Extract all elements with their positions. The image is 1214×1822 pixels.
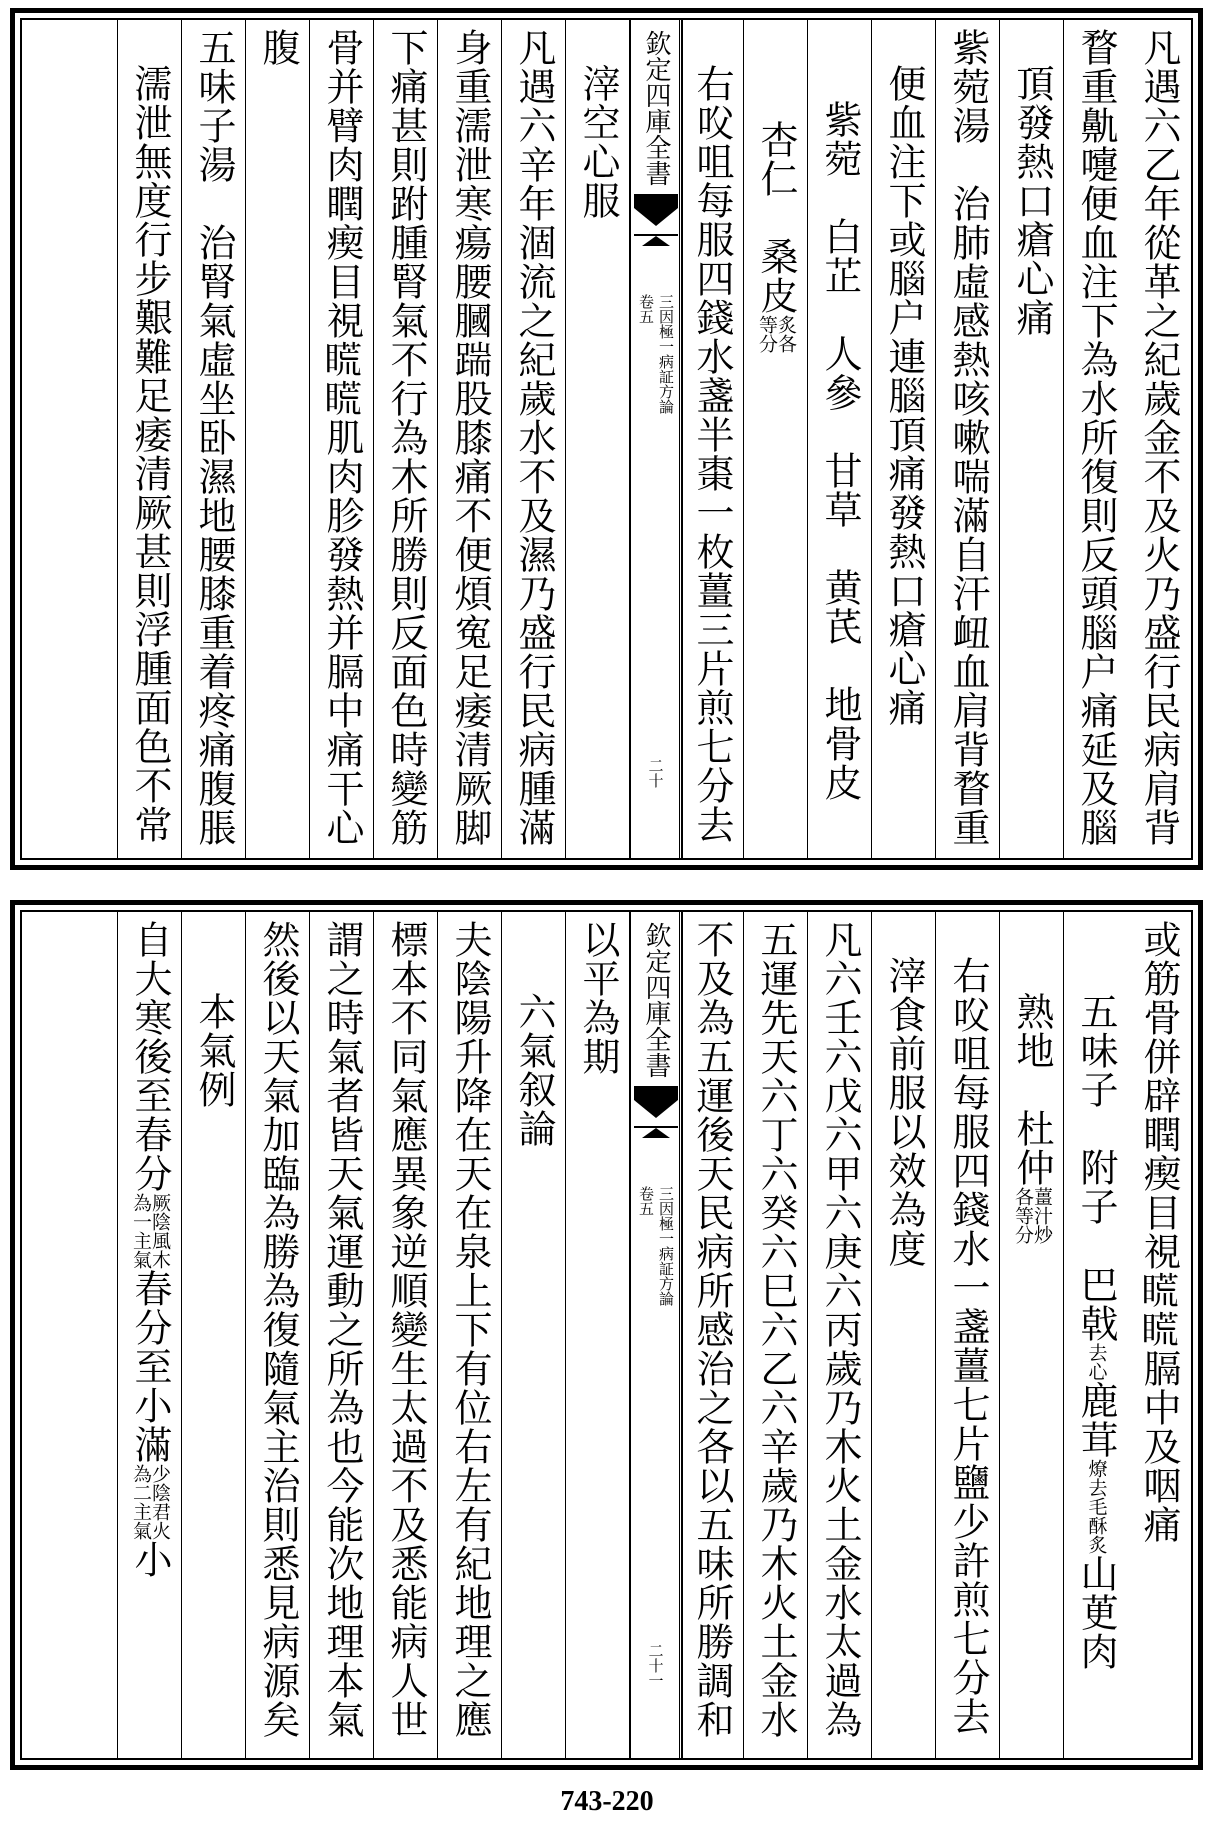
- text-column: [807, 20, 872, 858]
- text-column: [501, 20, 566, 858]
- text-column: [309, 912, 374, 1758]
- text-column: [679, 20, 744, 858]
- text-column: [743, 20, 808, 858]
- spine-page-number: 二十: [646, 758, 665, 788]
- column-text: 骨并臂肉瞤瘈目視𥉂𥉂肌肉胗發熱并膈中痛干心: [320, 28, 364, 847]
- text-column: [181, 912, 246, 1758]
- spine-volume: 卷五: [637, 294, 655, 324]
- column-text: 腹: [256, 28, 300, 67]
- note-line: 燎去毛酥炙: [1085, 1459, 1108, 1554]
- text-column: [1063, 20, 1128, 858]
- spine-page-number: 二十一: [646, 1643, 665, 1688]
- text-column: [501, 912, 566, 1758]
- column-text: 右㕮咀每服四錢水一盞薑七片鹽少許煎七分去: [946, 956, 990, 1736]
- inline-note: [1013, 1187, 1051, 1244]
- column-text: 不及為五運後天民病所感治之各以五味所勝調和: [690, 920, 734, 1739]
- bottom-page: [10, 900, 1203, 1770]
- text-column: [245, 20, 310, 858]
- inline-note: [1087, 1343, 1106, 1381]
- column-text: 標本不同氣應異象逆順變生太過不及悉能病人世: [384, 920, 428, 1739]
- column-text: 滓食前服以效為度: [882, 956, 926, 1268]
- text-column: [743, 912, 808, 1758]
- note-line: 去心: [1085, 1343, 1108, 1381]
- bottom-page-frame: [20, 910, 1193, 1760]
- column-text: 本氣例: [192, 992, 236, 1109]
- spine-meta: [637, 1186, 675, 1306]
- column-text: 五味子湯 治腎氣虛坐卧濕地腰膝重着疼痛腹脹: [192, 28, 236, 847]
- text-column: [999, 912, 1064, 1758]
- text-column: [437, 912, 502, 1758]
- inline-note: [131, 1193, 169, 1269]
- inline-note: [1087, 1459, 1106, 1554]
- text-column: [871, 912, 936, 1758]
- text-column: [1127, 20, 1191, 858]
- text-column: [1127, 912, 1191, 1758]
- column-text: 熟地 杜仲: [1010, 992, 1054, 1187]
- column-text: 自大寒後至春分: [128, 920, 172, 1193]
- column-text: 然後以天氣加臨為勝為復隨氣主治則悉見病源矣: [256, 920, 300, 1739]
- note-line: 等分: [756, 315, 778, 353]
- text-column: [565, 912, 630, 1758]
- text-column: [117, 912, 182, 1758]
- column-text: 以平為期: [576, 920, 620, 1076]
- column-text: 下痛甚則跗腫腎氣不行為木所勝則反面色時變筋: [384, 28, 428, 847]
- text-column: [935, 20, 1000, 858]
- text-column: [117, 20, 182, 858]
- column-text: 凡遇六乙年從革之紀歲金不及火乃盛行民病肩背: [1137, 28, 1181, 847]
- column-text: 謂之時氣者皆天氣運動之所為也今能次地理本氣: [320, 920, 364, 1739]
- text-column: [437, 20, 502, 858]
- column-text: 六氣叙論: [512, 992, 556, 1148]
- column-text: 鹿茸: [1074, 1381, 1118, 1459]
- column-text: 或筋骨併辟瞤瘈目視𥉂𥉂膈中及咽痛: [1137, 920, 1181, 1544]
- note-line: 各等分: [1012, 1187, 1034, 1244]
- column-text: 右㕮咀每服四錢水盞半棗一枚薑三片煎七分去: [690, 64, 734, 844]
- column-text: 身重濡泄寒瘍腰膕踹股膝痛不便煩寃足痿清厥脚: [448, 28, 492, 847]
- column-text: 紫菀 白芷 人參 甘草 黄芪 地骨皮: [818, 100, 862, 802]
- text-column: [999, 20, 1064, 858]
- text-column: [373, 912, 438, 1758]
- column-text: 便血注下或腦户連腦頂痛發熱口瘡心痛: [882, 64, 926, 727]
- top-page: [10, 8, 1203, 870]
- spine-volume: 卷五: [637, 1186, 655, 1216]
- text-column: [871, 20, 936, 858]
- column-text: 五運先天六丁六癸六巳六乙六辛歲乃木火土金水: [754, 920, 798, 1739]
- column-text: 瞀重鼽嚏便血注下為水所復則反頭腦户痛延及腦: [1074, 28, 1118, 847]
- note-line: 厥陰風木: [149, 1193, 171, 1269]
- text-column: [935, 912, 1000, 1758]
- text-column: [1063, 912, 1128, 1758]
- spine-meta: [637, 294, 675, 414]
- book-spine: [629, 912, 683, 1758]
- note-line: 炙各: [775, 315, 797, 353]
- inline-note: [131, 1464, 169, 1540]
- column-text: 小: [128, 1540, 172, 1579]
- fish-tail-ornament: [634, 1086, 678, 1146]
- text-column: [565, 20, 630, 858]
- column-text: 山茰肉: [1074, 1554, 1118, 1671]
- column-text: 滓空心服: [576, 64, 620, 220]
- book-spine: [629, 20, 683, 858]
- note-line: 為一主氣: [130, 1193, 152, 1269]
- text-column: [679, 912, 744, 1758]
- spine-title: 欽定四庫全書: [641, 30, 671, 186]
- column-text: 夫陰陽升降在天在泉上下有位右左有紀地理之應: [448, 920, 492, 1739]
- column-text: 紫菀湯 治肺虛感熱咳嗽喘滿自汗衄血肩背瞀重: [946, 28, 990, 847]
- text-column: [807, 912, 872, 1758]
- text-column: [181, 20, 246, 858]
- column-text: 凡遇六辛年涸流之紀歲水不及濕乃盛行民病腫滿: [512, 28, 556, 847]
- column-text: 頂發熱口瘡心痛: [1010, 64, 1054, 337]
- column-text: 濡泄無度行步艱難足痿清厥甚則浮腫面色不常: [128, 64, 172, 844]
- spine-book-title: 三因極一病証方論: [657, 294, 675, 414]
- note-line: 為二主氣: [130, 1464, 152, 1540]
- inline-note: [757, 315, 795, 353]
- column-text: 凡六壬六戊六甲六庚六丙歲乃木火土金水太過為: [818, 920, 862, 1739]
- text-column: [309, 20, 374, 858]
- text-column: [245, 912, 310, 1758]
- note-line: 少陰君火: [149, 1464, 171, 1540]
- spine-book-title: 三因極一病証方論: [657, 1186, 675, 1306]
- column-text: 杏仁 桑皮: [754, 120, 798, 315]
- text-column: [373, 20, 438, 858]
- top-page-frame: [20, 18, 1193, 860]
- fish-tail-ornament: [634, 194, 678, 254]
- column-text: 春分至小滿: [128, 1269, 172, 1464]
- column-text: 五味子 附子 巴戟: [1074, 992, 1118, 1343]
- note-line: 薑汁炒: [1031, 1187, 1053, 1244]
- spine-title: 欽定四庫全書: [641, 922, 671, 1078]
- page-footer-number: 743-220: [560, 1786, 654, 1817]
